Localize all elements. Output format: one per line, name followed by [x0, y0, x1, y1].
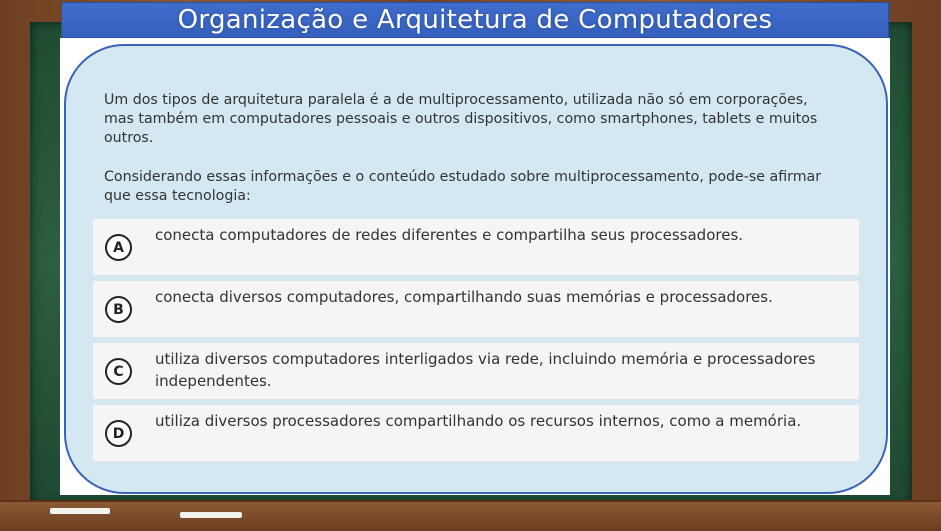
title-bar: [61, 2, 889, 38]
option-b-letter[interactable]: B: [105, 296, 132, 323]
option-c-text[interactable]: utiliza diversos computadores interligados via rede, incluindo memória e processadores independentes.: [155, 350, 816, 390]
option-c-letter[interactable]: C: [105, 358, 132, 385]
option-a-letter[interactable]: A: [105, 234, 132, 261]
chalk-piece: [50, 508, 110, 514]
chalk-piece: [180, 512, 242, 518]
question-prompt: Considerando essas informações e o conteúdo estudado sobre multiprocessamento, pode-se afirmar que essa tecnologia:: [104, 169, 822, 204]
option-a-text[interactable]: conecta computadores de redes diferentes e compartilha seus processadores.: [155, 226, 744, 244]
chalk-ledge: [0, 500, 941, 531]
answer-options: [93, 219, 859, 467]
option-d-text[interactable]: utiliza diversos processadores compartilhando os recursos internos, como a memória.: [155, 412, 802, 430]
question-context: Um dos tipos de arquitetura paralela é a de multiprocessamento, utilizada não só em corporações, mas também em computadores pessoais e outros dispositivos, como smartphones, tablets e muitos outros.: [104, 92, 818, 146]
option-a[interactable]: [93, 219, 859, 276]
page-title: Organização e Arquitetura de Computadores: [177, 5, 773, 35]
option-d[interactable]: [93, 405, 859, 462]
option-c[interactable]: [93, 343, 859, 400]
option-b[interactable]: [93, 281, 859, 338]
option-d-letter[interactable]: D: [105, 420, 132, 447]
option-b-text[interactable]: conecta diversos computadores, compartilhando suas memórias e processadores.: [155, 288, 773, 306]
